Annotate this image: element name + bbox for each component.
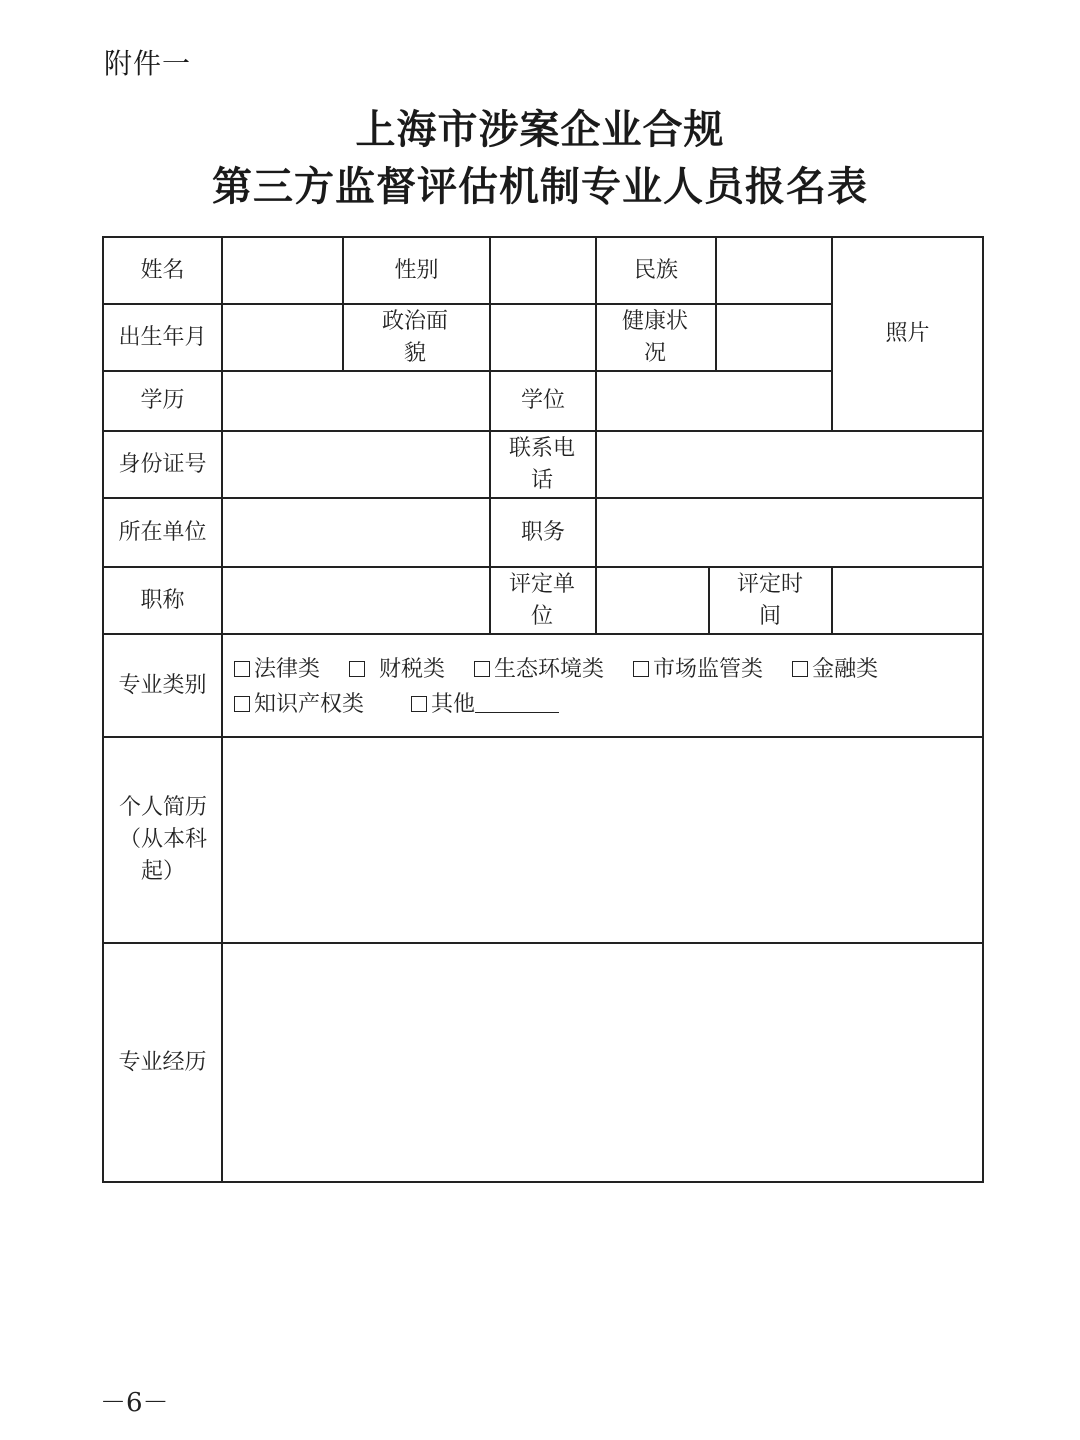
option-law[interactable]: 法律类: [234, 652, 320, 687]
input-health[interactable]: [717, 305, 831, 370]
label-position: 职务: [520, 519, 565, 545]
specialty-options: [234, 652, 974, 722]
form-title-line2: 第三方监督评估机制专业人员报名表: [212, 164, 868, 210]
input-resume[interactable]: [223, 738, 982, 942]
input-title-rank[interactable]: [223, 568, 489, 633]
checkbox-icon: [234, 696, 250, 712]
label-title-rank: 职称: [140, 587, 185, 613]
label-resume: 个人简历（从本科起）: [118, 795, 207, 884]
checkbox-icon: [792, 661, 808, 677]
label-political: 政治面貌: [381, 308, 448, 366]
photo-box[interactable]: 照片: [885, 321, 930, 346]
input-position[interactable]: [597, 499, 982, 566]
label-id-number: 身份证号: [118, 451, 207, 477]
checkbox-icon: [633, 661, 649, 677]
label-rating-time: 评定时间: [736, 571, 803, 629]
label-birth: 出生年月: [118, 324, 207, 350]
label-health: 健康状况: [621, 308, 688, 366]
checkbox-icon: [349, 661, 365, 677]
label-education: 学历: [140, 388, 185, 413]
label-rating-unit: 评定单位: [508, 571, 575, 629]
label-name: 姓名: [140, 257, 185, 283]
checkbox-icon: [234, 661, 250, 677]
label-phone: 联系电话: [508, 435, 575, 493]
input-name[interactable]: [223, 238, 342, 303]
option-other[interactable]: 其他: [411, 687, 559, 722]
input-political[interactable]: [491, 305, 595, 370]
input-education[interactable]: [223, 372, 489, 430]
checkbox-icon: [474, 661, 490, 677]
label-ethnicity: 民族: [633, 257, 678, 283]
input-id-number[interactable]: [223, 432, 489, 497]
option-finance-tax[interactable]: 财税类: [349, 652, 445, 687]
page-number: －6－: [100, 1388, 169, 1418]
label-degree: 学位: [520, 388, 565, 413]
input-degree[interactable]: [597, 372, 831, 430]
label-specialty: 专业类别: [118, 672, 207, 698]
label-gender: 性别: [394, 257, 439, 283]
label-employer: 所在单位: [118, 519, 207, 545]
attachment-label: 附件一: [104, 47, 192, 80]
other-blank[interactable]: [475, 692, 559, 713]
option-market-regulation[interactable]: 市场监管类: [633, 652, 763, 687]
input-phone[interactable]: [597, 432, 982, 497]
input-gender[interactable]: [491, 238, 595, 303]
form-title-line1: 上海市涉案企业合规: [355, 107, 725, 153]
input-experience[interactable]: [223, 944, 982, 1181]
input-rating-time[interactable]: [833, 568, 982, 633]
input-ethnicity[interactable]: [717, 238, 831, 303]
input-employer[interactable]: [223, 499, 489, 566]
option-finance[interactable]: 金融类: [792, 652, 878, 687]
option-ip[interactable]: 知识产权类: [234, 687, 364, 722]
label-experience: 专业经历: [118, 1049, 207, 1075]
input-birth[interactable]: [223, 305, 342, 370]
checkbox-icon: [411, 696, 427, 712]
input-rating-unit[interactable]: [597, 568, 708, 633]
option-ecology[interactable]: 生态环境类: [474, 652, 604, 687]
